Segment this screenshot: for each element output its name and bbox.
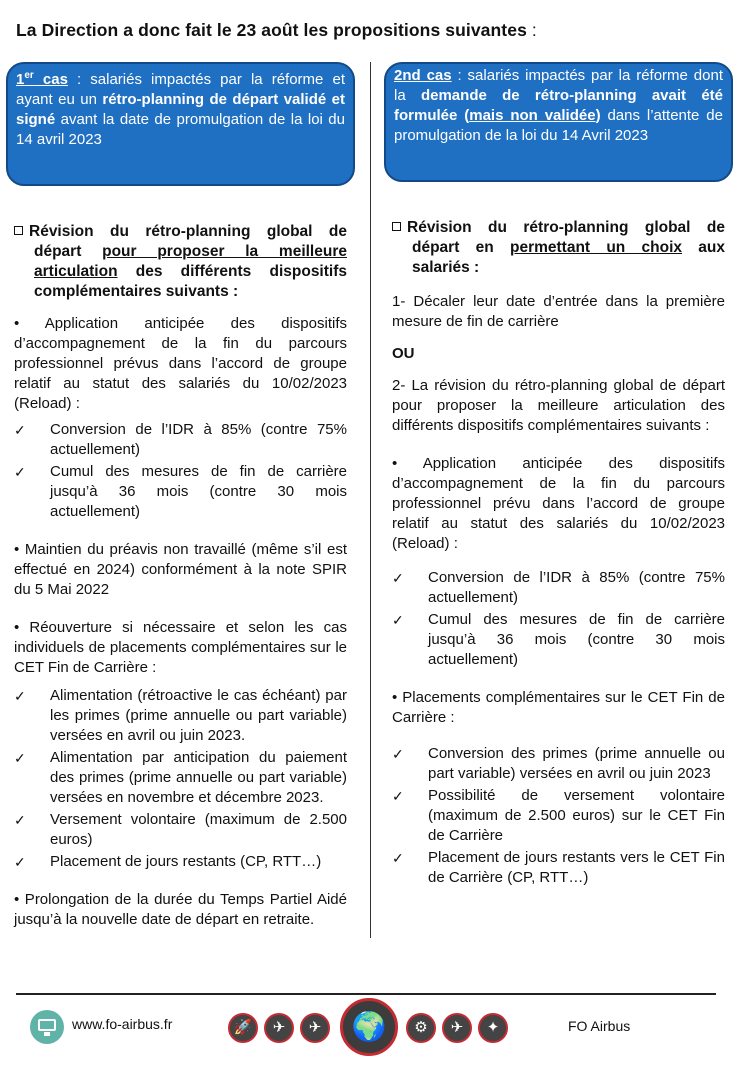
organization-name: FO Airbus — [568, 1018, 631, 1034]
left-paragraph-3: • Réouverture si nécessaire et selon les cas individuels de placements complémentaires sur le CET Fin de Carrière : — [14, 619, 347, 676]
right-or: OU — [392, 345, 415, 362]
helicopter-icon: ⚙ — [406, 1013, 436, 1043]
check-icon: ✓ — [14, 464, 26, 480]
right-paragraph-4: • Placements complémentaires sur le CET Fin de Carrière : — [392, 689, 725, 726]
globe-icon: 🌍 — [340, 998, 398, 1056]
right-paragraph-2: 2- La révision du rétro-planning global de départ pour proposer la meilleure articulation des différents dispositifs complémentaires suivants : — [392, 377, 725, 434]
list-item: ✓ Alimentation par anticipation du paiement des primes (prime annuelle ou part variable) versées en novembre et décembre 2023. — [14, 749, 347, 806]
check-icon: ✓ — [14, 422, 26, 438]
footer — [0, 996, 740, 1066]
list-item: ✓ Cumul des mesures de fin de carrière jusqu’à 36 mois (contre 30 mois actuellement) — [392, 611, 725, 668]
footer-divider — [16, 993, 716, 995]
jet-icon: ✈ — [442, 1013, 472, 1043]
satellite-icon: ✈ — [264, 1013, 294, 1043]
list-item: ✓ Alimentation (rétroactive le cas échéant) par les primes (prime annuelle ou part variable) versées en avril ou juin 2023. — [14, 687, 347, 744]
list-item: ✓ Cumul des mesures de fin de carrière jusqu’à 36 mois (contre 30 mois actuellement) — [14, 463, 347, 520]
list-item: ✓ Conversion de l’IDR à 85% (contre 75% actuellement) — [392, 569, 725, 606]
left-paragraph-2: • Maintien du préavis non travaillé (même s’il est effectué en 2024) conformément à la note SPIR du 5 Mai 2022 — [14, 541, 347, 598]
right-paragraph-3: • Application anticipée des dispositifs d’accompagnement de la fin du parcours professionnel prévu dans l’accord de groupe relatif au statut des salariés du 10/02/2023 (Reload) : — [392, 455, 725, 552]
check-icon: ✓ — [392, 746, 404, 762]
right-section-heading: Révision du rétro-planning global de départ en permettant un choix aux salariés : — [392, 218, 725, 278]
list-item: ✓ Placement de jours restants vers le CET Fin de Carrière (CP, RTT…) — [392, 849, 725, 886]
check-icon: ✓ — [14, 688, 26, 704]
case-2-heading: 2nd cas — [394, 67, 452, 84]
check-icon: ✓ — [392, 788, 404, 804]
checkbox-bullet-icon — [392, 222, 401, 231]
right-paragraph-1: 1- Décaler leur date d’entrée dans la première mesure de fin de carrière — [392, 293, 725, 330]
left-column — [14, 62, 347, 930]
monitor-icon — [30, 1010, 64, 1044]
list-item: ✓ Possibilité de versement volontaire (maximum de 2.500 euros) sur le CET Fin de Carrière — [392, 787, 725, 844]
case-1-box: 1er cas : salariés impactés par la réforme et ayant eu un rétro-planning de départ validé et signé avant la date de promulgation de la loi du 14 avril 2023 — [6, 62, 355, 186]
page-title: La Direction a donc fait le 23 août les propositions suivantes : — [16, 20, 537, 40]
column-divider — [370, 62, 371, 938]
check-icon: ✓ — [392, 570, 404, 586]
left-paragraph-4: • Prolongation de la durée du Temps Partiel Aidé jusqu’à la nouvelle date de départ en retraite. — [14, 891, 347, 928]
case-2-box: 2nd cas : salariés impactés par la réforme dont la demande de rétro-planning avait été formulée (mais non validée) dans l’attente de promulgation de la loi du 14 Avril 2023 — [384, 62, 733, 182]
check-icon: ✓ — [14, 854, 26, 870]
checkbox-bullet-icon — [14, 226, 23, 235]
list-item: ✓ Conversion des primes (prime annuelle ou part variable) versées en avril ou juin 2023 — [392, 745, 725, 782]
rocket-icon: 🚀 — [228, 1013, 258, 1043]
left-section-heading: Révision du rétro-planning global de départ pour proposer la meilleure articulation des différents dispositifs complémentaires suivants : — [14, 222, 347, 302]
check-icon: ✓ — [392, 850, 404, 866]
space-satellite-icon: ✦ — [478, 1013, 508, 1043]
check-icon: ✓ — [14, 750, 26, 766]
website-link[interactable]: www.fo-airbus.fr — [72, 1016, 173, 1032]
airplane-icon: ✈ — [300, 1013, 330, 1043]
case-1-heading: 1er cas — [16, 70, 68, 88]
list-item: ✓ Conversion de l’IDR à 85% (contre 75% actuellement) — [14, 421, 347, 458]
right-column — [392, 62, 725, 888]
check-icon: ✓ — [392, 612, 404, 628]
list-item: ✓ Placement de jours restants (CP, RTT…) — [14, 853, 322, 870]
check-icon: ✓ — [14, 812, 26, 828]
left-paragraph-1: • Application anticipée des dispositifs d’accompagnement de la fin du parcours professionnel prévus dans l’accord de groupe relatif au statut des salariés du 10/02/2023 (Reload) : — [14, 315, 347, 412]
list-item: ✓ Versement volontaire (maximum de 2.500 euros) — [14, 811, 347, 848]
